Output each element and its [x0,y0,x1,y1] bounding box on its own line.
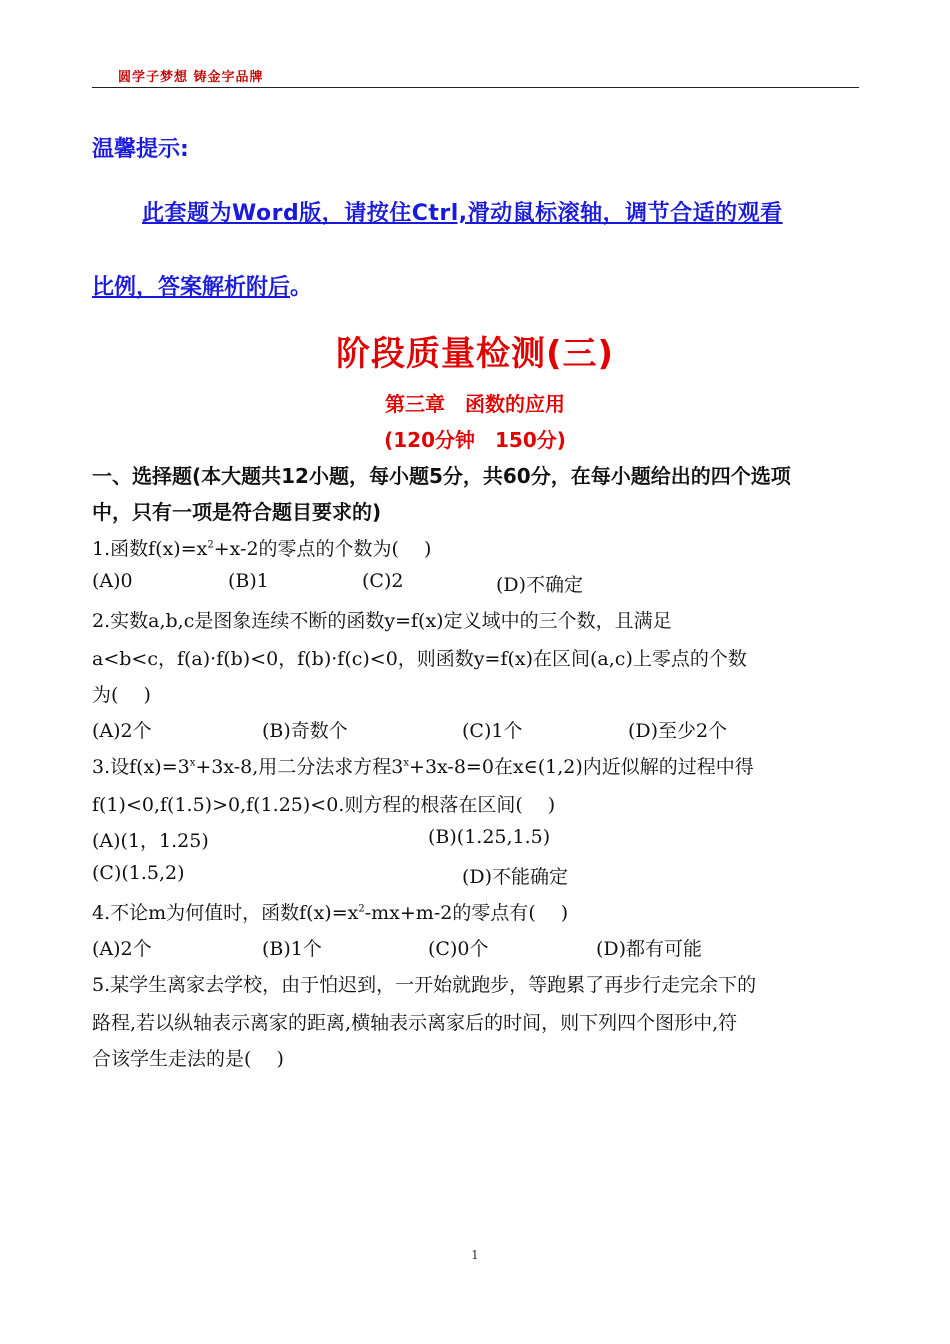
tip-line-2-end: 。 [290,275,313,300]
q2-option-b: (B)奇数个 [262,720,348,742]
q4-option-c: (C)0个 [428,938,489,960]
question-2-line-3: 为( ) [92,684,151,706]
q3-option-d: (D)不能确定 [462,866,569,888]
question-5-line-2: 路程,若以纵轴表示离家的距离,横轴表示离家后的时间，则下列四个图形中,符 [92,1012,738,1034]
question-3-line-2: f(1)<0,f(1.5)>0,f(1.25)<0.则方程的根落在区间( ) [92,794,556,816]
q2-option-d: (D)至少2个 [628,720,728,742]
q1-option-c: (C)2 [362,570,404,592]
q1-option-d: (D)不确定 [496,574,584,596]
header-brand: 圆学子梦想 铸金字品牌 [118,70,264,85]
question-2-line-2: a<b<c，f(a)·f(b)<0，f(b)·f(c)<0，则函数y=f(x)在区间(a,c)上零点的个数 [92,648,747,670]
question-2-line-1: 2.实数a,b,c是图象连续不断的函数y=f(x)定义域中的三个数，且满足 [92,610,672,632]
q2-option-a: (A)2个 [92,720,152,742]
chapter-heading: 第三章 函数的应用 [385,392,565,416]
q1-option-a: (A)0 [92,570,133,592]
question-5-line-1: 5.某学生离家去学校，由于怕迟到，一开始就跑步，等跑累了再步行走完余下的 [92,974,757,996]
tip-line-2 [92,270,312,301]
time-score: (120分钟 150分) [384,428,566,452]
q4-option-b: (B)1个 [262,938,322,960]
q2-option-c: (C)1个 [462,720,523,742]
q4-option-a: (A)2个 [92,938,152,960]
q4-option-d: (D)都有可能 [596,938,703,960]
q3-option-c: (C)(1.5,2) [92,862,185,884]
q3-option-b: (B)(1.25,1.5) [428,826,551,848]
header-rule [92,87,859,88]
q3-option-a: (A)(1，1.25) [92,830,209,852]
tip-line-2-underlined: 比例，答案解析附后 [92,275,291,300]
tip-title: 温馨提示: [92,137,189,162]
question-4: 4.不论m为何值时，函数$f(x)=x^2-mx+m-2$的零点有( ) [92,902,569,924]
question-5-line-3: 合该学生走法的是( ) [92,1048,284,1070]
document-title: 阶段质量检测(三) [335,334,615,374]
question-3-line-1: 3.设$f(x)=3^x+3x-8$,用二分法求方程$3^x+3x-8=0$在x∈(1,2)内近似解的过程中得 [92,756,754,778]
page-number: 1 [471,1248,479,1262]
question-1: 1.函数$f(x)=x^2+x-2$的零点的个数为( ) [92,538,432,560]
section-heading-line-1: 一、选择题(本大题共12小题，每小题5分，共60分，在每小题给出的四个选项 [92,464,791,488]
q1-option-b: (B)1 [228,570,269,592]
section-heading-line-2: 中，只有一项是符合题目要求的) [92,500,382,524]
tip-line-1: 此套题为Word版，请按住Ctrl,滑动鼠标滚轴，调节合适的观看 [142,201,783,226]
